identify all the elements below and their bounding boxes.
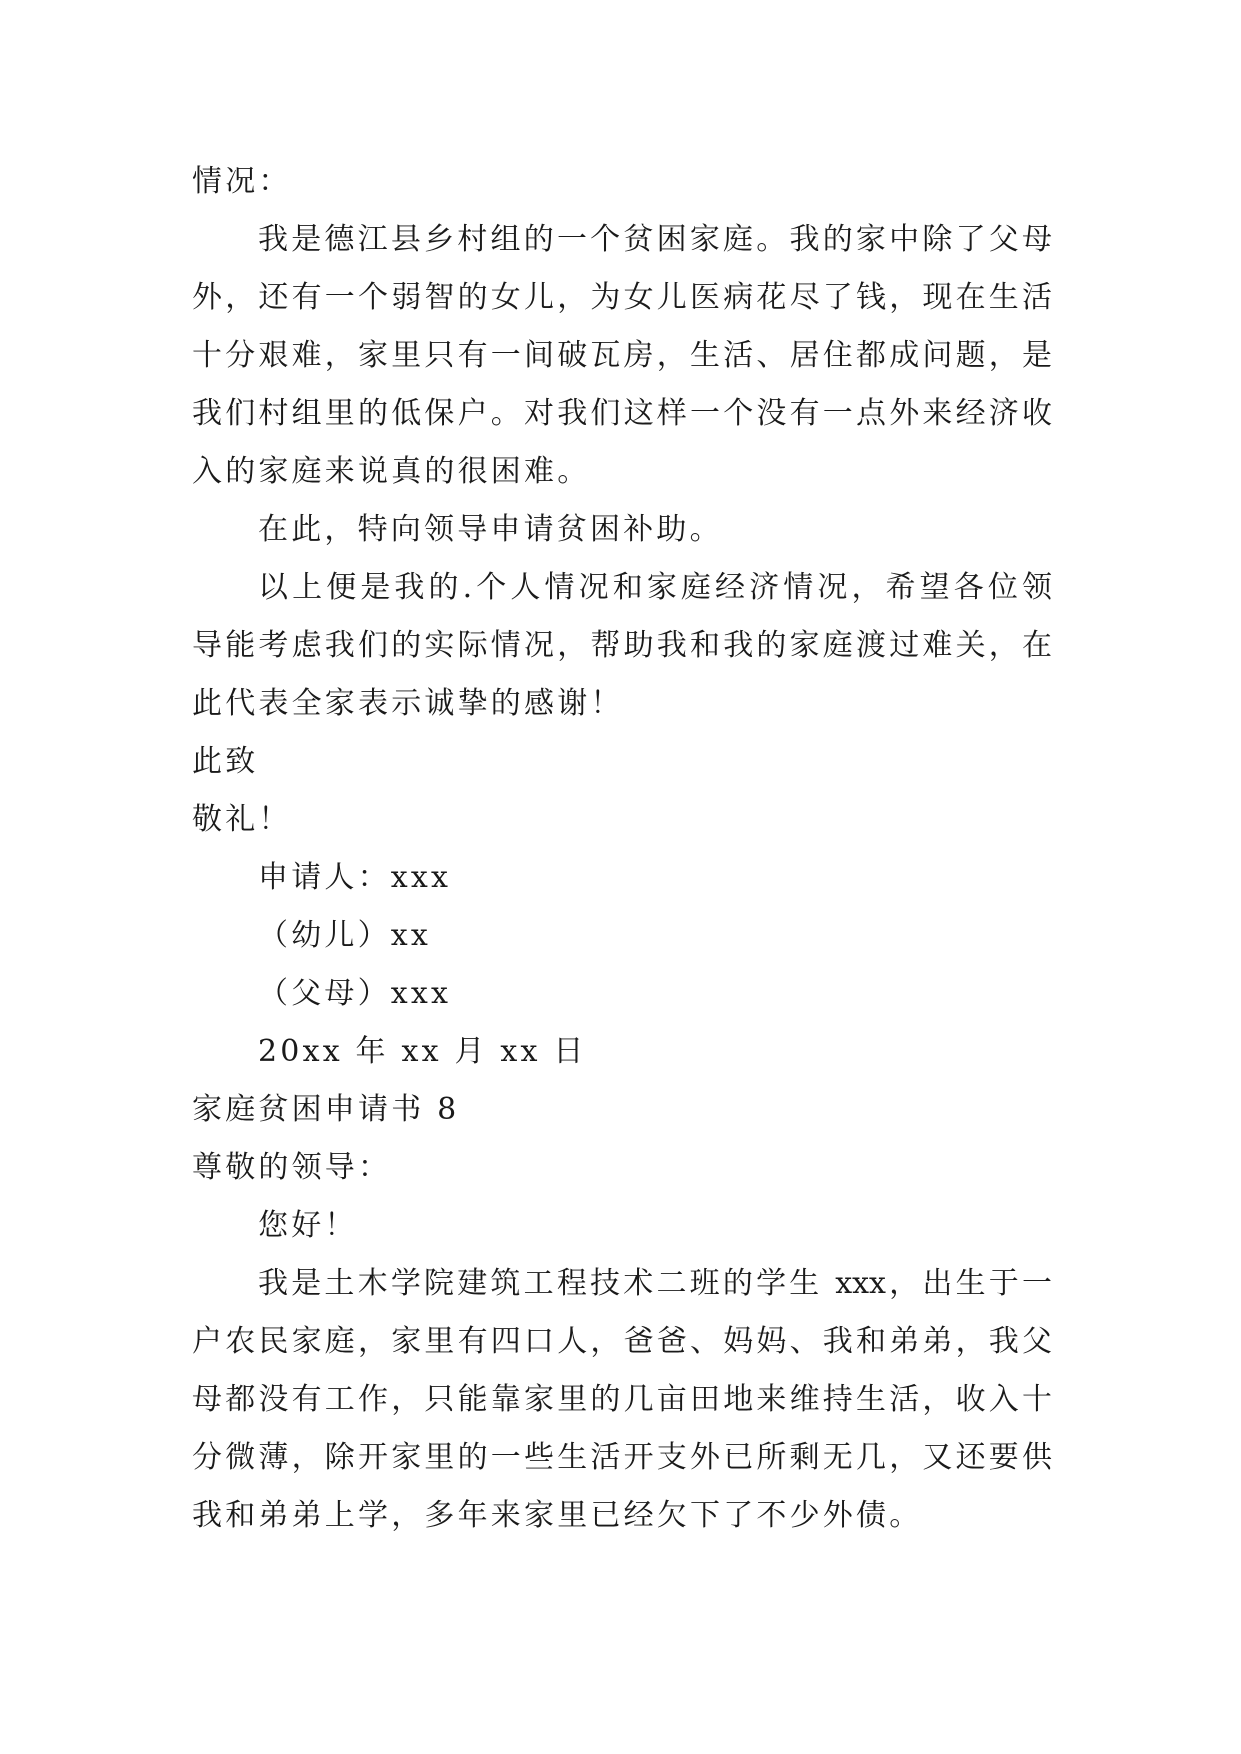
section-title: 家庭贫困申请书 8 xyxy=(192,1092,460,1127)
salutation-line: 尊敬的领导： xyxy=(192,1150,392,1185)
signature-line: （幼儿）xx xyxy=(258,918,432,953)
paragraph-line: 母都没有工作，只能靠家里的几亩田地来维持生活，收入十 xyxy=(192,1382,1052,1417)
paragraph-line: 导能考虑我们的实际情况，帮助我和我的家庭渡过难关，在 xyxy=(192,628,1052,663)
closing-line: 敬礼！ xyxy=(192,802,292,837)
text-line: 情况： xyxy=(192,164,292,199)
date-line: 20xx 年 xx 月 xx 日 xyxy=(258,1034,587,1069)
paragraph-line: 我是德江县乡村组的一个贫困家庭。我的家中除了父母 xyxy=(258,222,1052,257)
paragraph-line: 我和弟弟上学，多年来家里已经欠下了不少外债。 xyxy=(192,1498,923,1533)
paragraph-line: 十分艰难，家里只有一间破瓦房，生活、居住都成问题，是 xyxy=(192,338,1052,373)
paragraph-line: 分微薄，除开家里的一些生活开支外已所剩无几，又还要供 xyxy=(192,1440,1052,1475)
paragraph-line: 我是土木学院建筑工程技术二班的学生 xxx，出生于一 xyxy=(258,1266,1052,1301)
paragraph-line: 我们村组里的低保户。对我们这样一个没有一点外来经济收 xyxy=(192,396,1052,431)
signature-line: （父母）xxx xyxy=(258,976,452,1011)
paragraph-line: 此代表全家表示诚挚的感谢！ xyxy=(192,686,624,721)
paragraph-line: 在此，特向领导申请贫困补助。 xyxy=(258,512,723,547)
paragraph-line: 外，还有一个弱智的女儿，为女儿医病花尽了钱，现在生活 xyxy=(192,280,1052,315)
closing-line: 此致 xyxy=(192,744,259,779)
paragraph-line: 户农民家庭，家里有四口人，爸爸、妈妈、我和弟弟，我父 xyxy=(192,1324,1052,1359)
greeting-line: 您好！ xyxy=(258,1208,358,1243)
paragraph-line: 入的家庭来说真的很困难。 xyxy=(192,454,591,489)
signature-line: 申请人：xxx xyxy=(258,860,452,895)
paragraph-line: 以上便是我的.个人情况和家庭经济情况，希望各位领 xyxy=(258,570,1052,605)
